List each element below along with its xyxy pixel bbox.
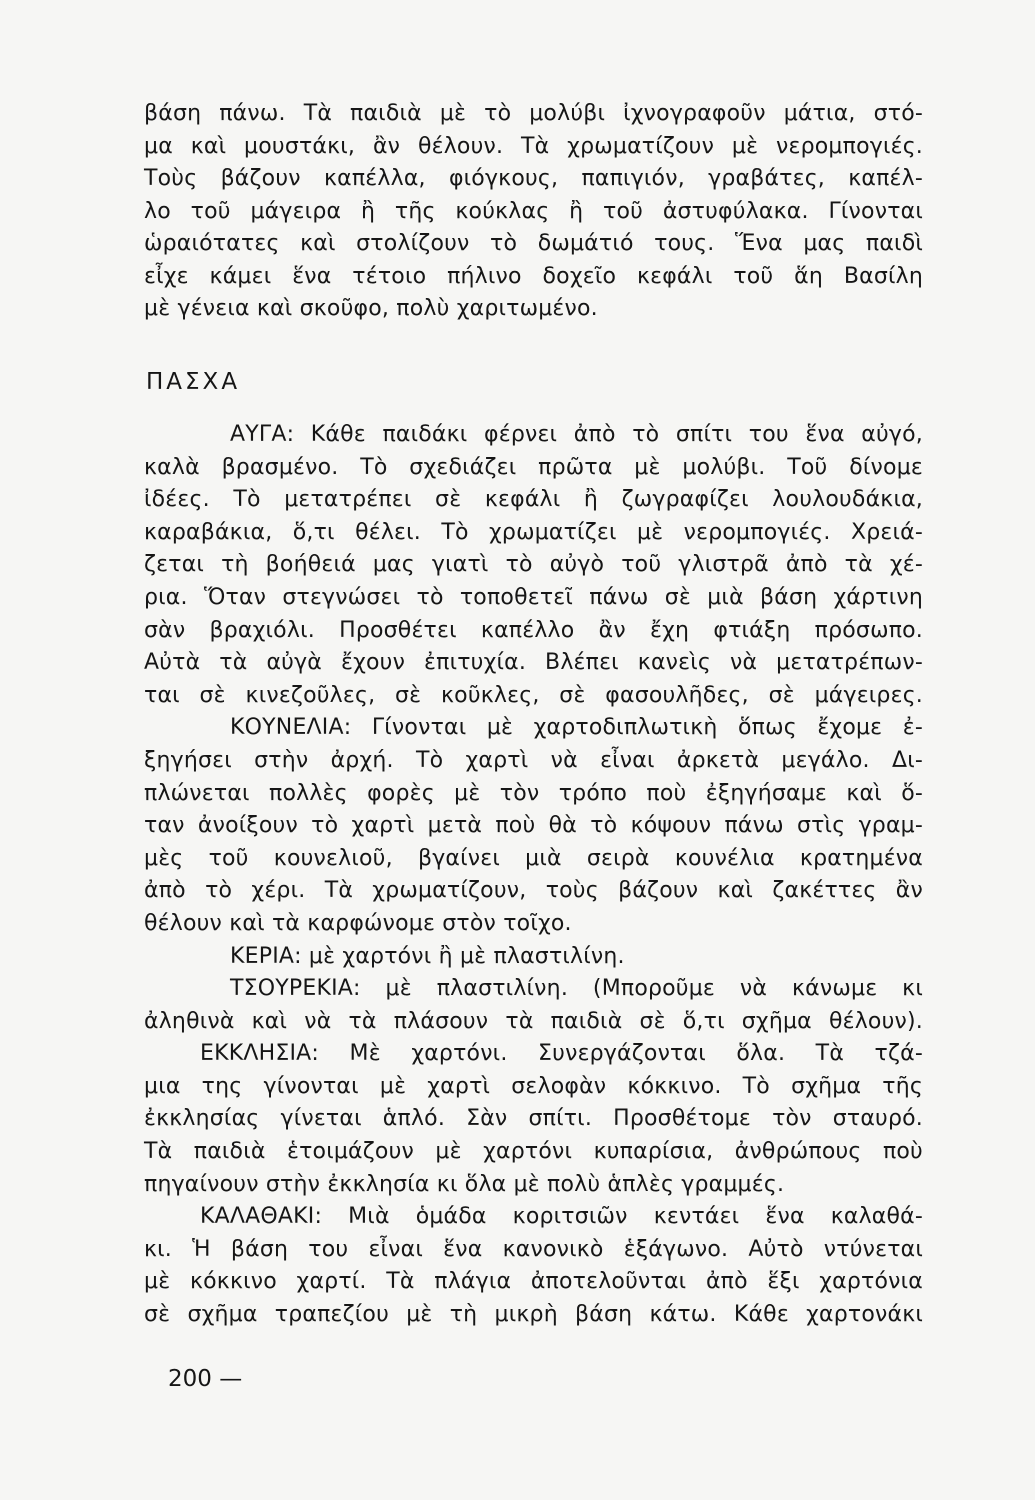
text-line: ται σὲ κινεζοῦλες, σὲ κοῦκλες, σὲ φασουλῆδες, σὲ μάγειρες. — [144, 682, 923, 708]
text-line: μὲ κόκκινο χαρτί. Τὰ πλάγια ἀποτελοῦνται ἀπὸ ἕξι χαρτόνια — [144, 1269, 923, 1295]
text-line: ταν ἀνοίξουν τὸ χαρτὶ μετὰ ποὺ θὰ τὸ κόψουν πάνω στὶς γραμ- — [144, 813, 923, 839]
text-line: πλώνεται πολλὲς φορὲς μὲ τὸν τρόπο ποὺ ἐξηγήσαμε καὶ ὅ- — [144, 780, 923, 806]
text-line: μα καὶ μουστάκι, ἂν θέλουν. Τὰ χρωματίζουν μὲ νερομπογιές. — [144, 133, 923, 159]
text-line: ἀληθινὰ καὶ νὰ τὰ πλάσουν τὰ παιδιὰ σὲ ὅ,τι σχῆμα θέλουν). — [144, 1008, 923, 1034]
text-line: ἀπὸ τὸ χέρι. Τὰ χρωματίζουν, τοὺς βάζουν καὶ ζακέττες ἂν — [144, 878, 923, 904]
text-line: ὡραιότατες καὶ στολίζουν τὸ δωμάτιό τους. Ἕνα μας παιδὶ — [144, 231, 923, 256]
text-line: μὲ γένεια καὶ σκοῦφο, πολὺ χαριτωμένο. — [144, 296, 598, 321]
text-line: θέλουν καὶ τὰ καρφώνομε στὸν τοῖχο. — [144, 910, 572, 936]
text-line: Αὐτὰ τὰ αὐγὰ ἔχουν ἐπιτυχία. Βλέπει κανεὶς νὰ μετατρέπων- — [144, 650, 923, 676]
text-line: πηγαίνουν στὴν ἐκκλησία κι ὅλα μὲ πολὺ ἁπλὲς γραμμές. — [144, 1171, 785, 1197]
text-line: σὰν βραχιόλι. Προσθέτει καπέλλο ἂν ἔχη φτιάξη πρόσωπο. — [144, 617, 923, 643]
text-line: ΑΥΓΑ: Κάθε παιδάκι φέρνει ἀπὸ τὸ σπίτι του ἕνα αὐγό, — [230, 422, 923, 447]
text-line: σὲ σχῆμα τραπεζίου μὲ τὴ μικρὴ βάση κάτω. Κάθε χαρτονάκι — [144, 1302, 923, 1328]
body-text — [144, 419, 923, 1332]
section-heading: ΠΑΣΧΑ — [146, 369, 241, 395]
intro-paragraph — [144, 98, 923, 326]
text-line: ξηγήσει στὴν ἀρχή. Τὸ χαρτὶ νὰ εἶναι ἀρκετὰ μεγάλο. Δι- — [144, 747, 923, 773]
text-line: καλὰ βρασμένο. Τὸ σχεδιάζει πρῶτα μὲ μολύβι. Τοῦ δίνομε — [144, 454, 923, 480]
text-line: Τὰ παιδιὰ ἑτοιμάζουν μὲ χαρτόνι κυπαρίσια, ἀνθρώπους ποὺ — [144, 1139, 923, 1165]
text-line: λο τοῦ μάγειρα ἢ τῆς κούκλας ἢ τοῦ ἀστυφύλακα. Γίνονται — [144, 198, 923, 224]
text-line: μὲς τοῦ κουνελιοῦ, βγαίνει μιὰ σειρὰ κουνέλια κρατημένα — [144, 845, 923, 871]
text-line: ἰδέες. Τὸ μετατρέπει σὲ κεφάλι ἢ ζωγραφίζει λουλουδάκια, — [144, 487, 923, 513]
text-line: ΤΣΟΥΡΕΚΙΑ: μὲ πλαστιλίνη. (Μποροῦμε νὰ κάνωμε κι — [230, 976, 923, 1002]
text-line: ΚΕΡΙΑ: μὲ χαρτόνι ἢ μὲ πλαστιλίνη. — [230, 943, 625, 969]
text-line: ΚΟΥΝΕΛΙΑ: Γίνονται μὲ χαρτοδιπλωτικὴ ὅπως ἔχομε ἐ- — [230, 715, 923, 741]
text-line: Τοὺς βάζουν καπέλλα, φιόγκους, παπιγιόν, γραβάτες, καπέλ- — [144, 166, 923, 191]
text-line: ΕΚΚΛΗΣΙΑ: Μὲ χαρτόνι. Συνεργάζονται ὅλα. Τὰ τζά- — [200, 1041, 923, 1067]
text-line: μια της γίνονται μὲ χαρτὶ σελοφὰν κόκκινο. Τὸ σχῆμα τῆς — [144, 1073, 923, 1099]
page-number: 200 — — [168, 1366, 243, 1392]
text-line: βάση πάνω. Τὰ παιδιὰ μὲ τὸ μολύβι ἰχνογραφοῦν μάτια, στό- — [144, 101, 923, 126]
text-line: καραβάκια, ὅ,τι θέλει. Τὸ χρωματίζει μὲ νερομπογιές. Χρειά- — [144, 519, 923, 545]
text-line: ἐκκλησίας γίνεται ἁπλό. Σὰν σπίτι. Προσθέτομε τὸν σταυρό. — [144, 1106, 923, 1132]
text-line: κι. Ἡ βάση του εἶναι ἕνα κανονικὸ ἑξάγωνο. Αὐτὸ ντύνεται — [144, 1236, 923, 1262]
text-line: ζεται τὴ βοήθειά μας γιατὶ τὸ αὐγὸ τοῦ γλιστρᾶ ἀπὸ τὰ χέ- — [144, 552, 923, 578]
text-line: ΚΑΛΑΘΑΚΙ: Μιὰ ὁμάδα κοριτσιῶν κεντάει ἕνα καλαθά- — [200, 1204, 923, 1230]
text-line: ρια. Ὅταν στεγνώσει τὸ τοποθετεῖ πάνω σὲ μιὰ βάση χάρτινη — [144, 584, 923, 610]
text-line: εἶχε κάμει ἕνα τέτοιο πήλινο δοχεῖο κεφάλι τοῦ ἅη Βασίλη — [144, 263, 923, 289]
